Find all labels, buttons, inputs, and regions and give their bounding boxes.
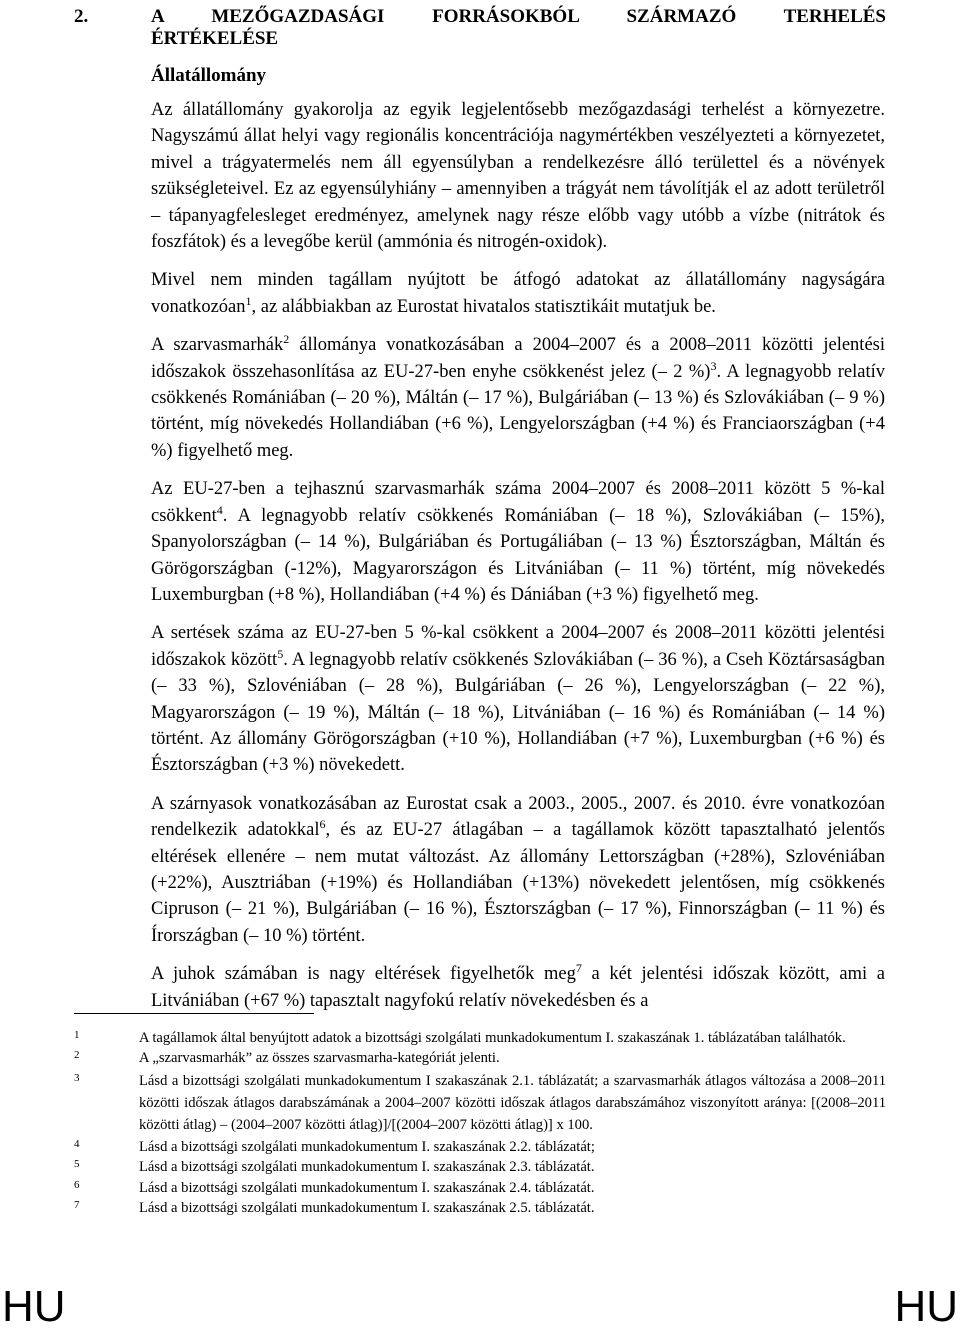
paragraph-text: . A legnagyobb relatív csökkenés Romániában (– 20 %), Máltán (– 17 %), Bulgáriában (– 13 %) és Szlovákiában (– 9 %) történt, míg növekedés Hollandiában (+6 %), Lengyelországban (+4 %) és Franciaországban (+4 %) figyelhető meg. — [151, 361, 886, 461]
paragraph-text: Az EU-27-ben a tejhasznú szarvasmarhák száma 2004–2007 és 2008–2011 között 5 %-kal csökkent — [151, 479, 885, 526]
paragraph-eurostat — [151, 267, 885, 320]
paragraph-text: Mivel nem minden tagállam nyújtott be átfogó adatokat az állatállomány nagyságára vonatkozóan — [151, 270, 885, 317]
paragraph-dairy — [151, 476, 885, 608]
section-number: 2. — [74, 6, 89, 27]
paragraph-text: A sertések száma az EU-27-ben 5 %-kal csökkent a 2004–2007 és 2008–2011 közötti jelentési időszakok között — [151, 623, 885, 670]
footnote-text: Lásd a bizottsági szolgálati munkadokumentum I. szakaszának 2.2. táblázatát; — [139, 1138, 595, 1155]
footnote-7 — [74, 1199, 886, 1217]
section-title-line-1: A MEZŐGAZDASÁGI FORRÁSOKBÓL SZÁRMAZÓ TERHELÉS — [151, 6, 886, 27]
paragraph-text: , az alábbiakban az Eurostat hivatalos statisztikáit mutatjuk be. — [251, 296, 716, 317]
footnote-text: Lásd a bizottsági szolgálati munkadokumentum I. szakaszának 2.5. táblázatát. — [139, 1200, 595, 1217]
footnote-mark: 2 — [74, 1049, 80, 1062]
footnote-1 — [74, 1029, 886, 1047]
footnote-mark: 7 — [74, 1199, 80, 1212]
footnote-separator — [74, 1013, 314, 1014]
footnote-text: Lásd a bizottsági szolgálati munkadokumentum I szakaszának 2.1. táblázatát; a szarvasmarhák átlagos változása a 2008–2011 közötti időszak átlagos darabszámának a 2004–2007 közötti időszak átlagos darabszámához viszonyított aránya: [(2008–2011 közötti átlag) – (2004–2007 közötti átlag)]/[(2004–2007 közötti átlag)] x 100. — [139, 1072, 886, 1133]
footnote-mark: 5 — [74, 1158, 80, 1171]
footnote-6 — [74, 1179, 886, 1197]
paragraph-text: a két jelentési időszak között, ami a Litvániában (+67 %) tapasztalt nagyfokú relatív növekedésben és a — [151, 964, 885, 1011]
paragraph-text: A szárnyasok vonatkozásában az Eurostat csak a 2003., 2005., 2007. és 2010. évre vonatkozóan rendelkezik adatokkal — [151, 793, 885, 841]
paragraph-poultry — [151, 791, 885, 949]
paragraph-text: . A legnagyobb relatív csökkenés Romániában (– 18 %), Szlovákiában (– 15%), Spanyolországban (– 14 %), Bulgáriában és Portugáliában (– 13 %) Észtországban, Máltán és Görögországban (-12%), Magyarországon és Litvániában (– 11 %) történt, míg növekedés Luxemburgban (+8 %), Hollandiában (+4 %) és Dániában (+3 %) figyelhető meg. — [151, 505, 885, 605]
footnote-ref[interactable]: 7 — [575, 961, 582, 976]
paragraph-text: , és az EU-27 átlagában – a tagállamok között tapasztalható jelentős eltérések ellenére – nem mutat változást. Az állomány Lettországban (+28%), Szlovéniában (+22%), Ausztriában (+19%) és Hollandiában (+13%) növekedett jelentősen, míg csökkenés Cipruson (– 21 %), Bulgáriában (– 16 %), Észtországban (– 17 %), Finnországban (– 11 %) és Írországban (– 10 %) történt. — [151, 820, 885, 946]
footer-language-left: HU — [2, 1282, 66, 1331]
footnote-ref[interactable]: 1 — [245, 293, 252, 308]
footnote-2 — [74, 1049, 886, 1067]
paragraph-text: A szarvasmarhák — [151, 335, 284, 356]
paragraph-pigs — [151, 620, 885, 778]
footnote-text: A tagállamok által benyújtott adatok a bizottsági szolgálati munkadokumentum I. szakaszának 1. táblázatában találhatók. — [139, 1030, 846, 1046]
section-title-line-2: ÉRTÉKELÉSE — [151, 28, 279, 49]
footnote-ref[interactable]: 3 — [710, 358, 717, 373]
footnote-text: Lásd a bizottsági szolgálati munkadokumentum I. szakaszának 2.4. táblázatát. — [139, 1179, 595, 1196]
paragraph-text: A juhok számában is nagy eltérések figyelhetők meg — [151, 964, 576, 985]
footnote-ref[interactable]: 6 — [319, 817, 326, 831]
footnote-ref[interactable]: 4 — [216, 502, 223, 517]
footnotes — [74, 1029, 886, 1219]
footnote-ref[interactable]: 2 — [283, 332, 290, 347]
footnote-mark: 4 — [74, 1137, 80, 1150]
footnote-ref[interactable]: 5 — [277, 646, 284, 661]
footnote-4 — [74, 1138, 886, 1156]
paragraph-cattle — [151, 332, 885, 464]
paragraph-text: Az állatállomány gyakorolja az egyik legjelentősebb mezőgazdasági terhelést a környezetre. Nagyszámú állat helyi vagy regionális koncentrációja nagymértékben veszélyezteti a környezetet, mivel a trágyatermelés nem áll egyensúlyban a rendelkezésre álló területtel és a növények szükségleteivel. Ez az egyensúlyhiány – amennyiben a trágyát nem távolítják el az adott területről – tápanyagfelesleget eredményez, amelynek nagy része előbb vagy utóbb a vízbe (nitrátok és foszfátok) és a levegőbe kerül (ammónia és nitrogén-oxidok). — [151, 100, 885, 253]
footnote-text: Lásd a bizottsági szolgálati munkadokumentum I. szakaszának 2.3. táblázatát. — [139, 1159, 595, 1176]
footnote-mark: 1 — [74, 1029, 80, 1041]
footnote-5 — [74, 1158, 886, 1176]
subsection-title: Állatállomány — [151, 65, 267, 86]
footnote-mark: 6 — [74, 1178, 80, 1191]
footnote-text: A „szarvasmarhák” az összes szarvasmarha-kategóriát jelenti. — [139, 1050, 500, 1067]
footer-language-right: HU — [894, 1282, 958, 1331]
paragraph-text: . A legnagyobb relatív csökkenés Szlovákiában (– 36 %), a Cseh Köztársaságban (– 33 %), Szlovéniában (– 28 %), Bulgáriában (– 26 %), Lengyelországban (– 22 %), Magyarországon (– 19 %), Máltán (– 18 %), Litvániában (– 16 %) és Romániában (– 14 %) történt. Az állomány Görögországban (+10 %), Hollandiában (+7 %), Luxemburgban (+6 %) és Észtországban (+3 %) növekedett. — [151, 649, 885, 776]
footnote-3 — [74, 1070, 886, 1136]
paragraph-intro — [151, 97, 885, 255]
footnote-mark: 3 — [74, 1071, 80, 1084]
paragraph-text: állománya vonatkozásában a 2004–2007 és a 2008–2011 közötti jelentési időszakok összehasonlítása az EU-27-ben enyhe csökkenést jelez (– 2 %) — [151, 335, 885, 382]
body-text — [151, 97, 885, 1026]
paragraph-sheep — [151, 961, 885, 1014]
